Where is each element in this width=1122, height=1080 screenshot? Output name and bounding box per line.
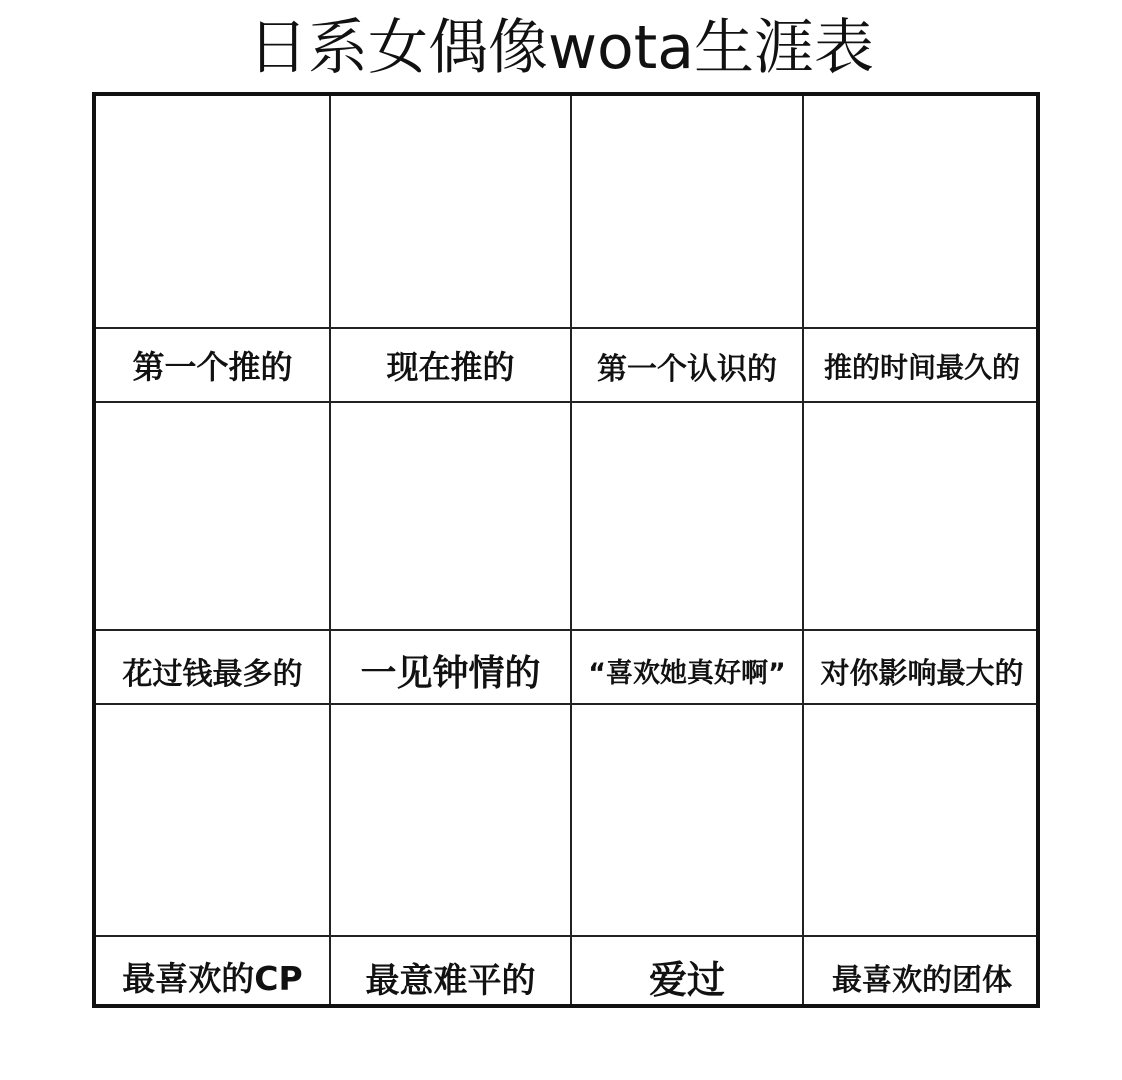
grid-cell[interactable] — [96, 96, 329, 401]
grid-cell[interactable] — [331, 96, 570, 401]
grid-cell[interactable] — [331, 403, 570, 703]
cell-image-area[interactable] — [96, 705, 329, 935]
cell-label: 推的时间最久的 — [823, 351, 1020, 384]
cell-image-area[interactable] — [804, 96, 1040, 327]
cell-image-area[interactable] — [96, 403, 329, 629]
grid-cell[interactable] — [804, 705, 1040, 1008]
page-title: 日系女偶像wota生涯表 — [247, 13, 875, 83]
grid-cell[interactable] — [572, 96, 802, 401]
grid-cell[interactable] — [331, 705, 570, 1008]
grid-cell[interactable] — [96, 705, 329, 1008]
cell-label: 最喜欢的团体 — [832, 963, 1012, 998]
cell-image-area[interactable] — [572, 705, 802, 935]
cell-label: 现在推的 — [386, 348, 515, 386]
cell-image-area[interactable] — [331, 705, 570, 935]
cell-label: “喜欢她真好啊” — [588, 658, 786, 689]
cell-label: 花过钱最多的 — [122, 657, 303, 692]
grid-cell[interactable] — [96, 403, 329, 703]
cell-image-area[interactable] — [804, 705, 1040, 935]
cell-label: 一见钟情的 — [360, 653, 541, 694]
cell-image-area[interactable] — [331, 403, 570, 629]
cell-image-area[interactable] — [572, 96, 802, 327]
cell-label: 最意难平的 — [365, 961, 536, 1001]
cell-label: 第一个推的 — [132, 348, 293, 386]
cell-label: 对你影响最大的 — [820, 656, 1024, 690]
cell-image-area[interactable] — [331, 96, 570, 327]
cell-label: 第一个认识的 — [597, 352, 777, 387]
grid-cell[interactable] — [572, 403, 802, 703]
grid-cell[interactable] — [804, 403, 1040, 703]
cell-image-area[interactable] — [96, 96, 329, 327]
grid-cell[interactable] — [572, 705, 802, 1008]
bingo-grid — [92, 92, 1040, 1008]
cell-label: 最喜欢的CP — [122, 959, 303, 998]
cell-label: 爱过 — [648, 958, 725, 1002]
grid-cell[interactable] — [804, 96, 1040, 401]
cell-image-area[interactable] — [572, 403, 802, 629]
cell-image-area[interactable] — [804, 403, 1040, 629]
